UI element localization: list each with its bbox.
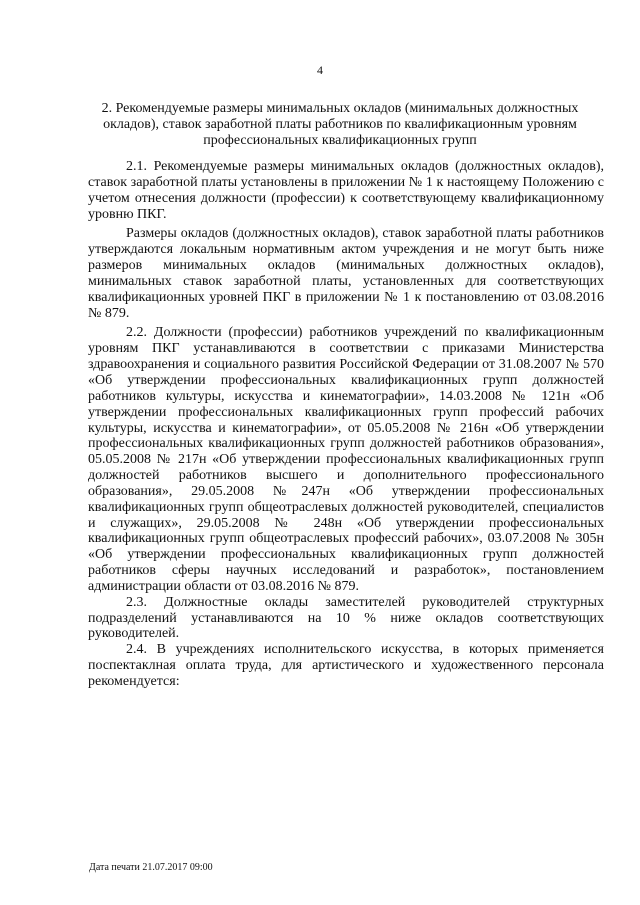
paragraph-2-4: 2.4. В учреждениях исполнительского искусства, в которых применяется поспектаклная оплата труда, для артистического и художественного персонала рекомендуется: xyxy=(88,642,604,689)
section-heading: 2. Рекомендуемые размеры минимальных окладов (минимальных должностных окладов), ставок заработной платы работников по квалификационным уровням профессиональных квалификационных групп xyxy=(101,101,579,148)
paragraph-2-3: 2.3. Должностные оклады заместителей руководителей структурных подразделений устанавливаются на 10 % ниже окладов соответствующих руководителей. xyxy=(88,594,604,642)
print-date-footer: Дата печати 21.07.2017 09:00 xyxy=(89,862,213,873)
document-body xyxy=(88,159,604,694)
page-number: 4 xyxy=(317,63,323,77)
paragraph-2-1: 2.1. Рекомендуемые размеры минимальных окладов (должностных окладов), ставок заработной платы установлены в приложении № 1 к настоящему Положению с учетом отнесения должности (профессии) к соответствующему квалификационному уровню ПКГ. xyxy=(88,159,604,222)
paragraph-salary-sizes: Размеры окладов (должностных окладов), ставок заработной платы работников утверждаются локальным нормативным актом учреждения и не могут быть ниже размеров минимальных окладов (минимальных должностных окладов), минимальных ставок заработной платы, установленных для соответствующих квалификационных уровней ПКГ в приложении № 1 к постановлению от 03.08.2016 № 879. xyxy=(88,226,604,321)
paragraph-2-2: 2.2. Должности (профессии) работников учреждений по квалификационным уровням ПКГ устанавливаются в соответствии с приказами Министерства здравоохранения и социального развития Российской Федерации от 31.08.2007 № 570 «Об утверждении профессиональных квалификационных групп должностей работников культуры, искусства и кинематографии», 14.03.2008 № 121н «Об утверждении профессиональных квалификационных групп профессий рабочих культуры, искусства и кинематографии», от 05.05.2008 № 216н «Об утверждении профессиональных квалификационных групп должностей работников образования», 05.05.2008 № 217н «Об утверждении профессиональных квалификационных групп должностей работников высшего и дополнительного профессионального образования», 29.05.2008 №247н «Об утверждении профессиональных квалификационных групп общеотраслевых должностей руководителей, специалистов и служащих», 29.05.2008 № 248н «Об утверждении профессиональных квалификационных групп общеотраслевых профессий рабочих», 03.07.2008 № 305н «Об утверждении профессиональных квалификационных групп должностей работников сферы научных исследований и разработок», постановлением администрации области от 03.08.2016 № 879. xyxy=(88,325,604,594)
